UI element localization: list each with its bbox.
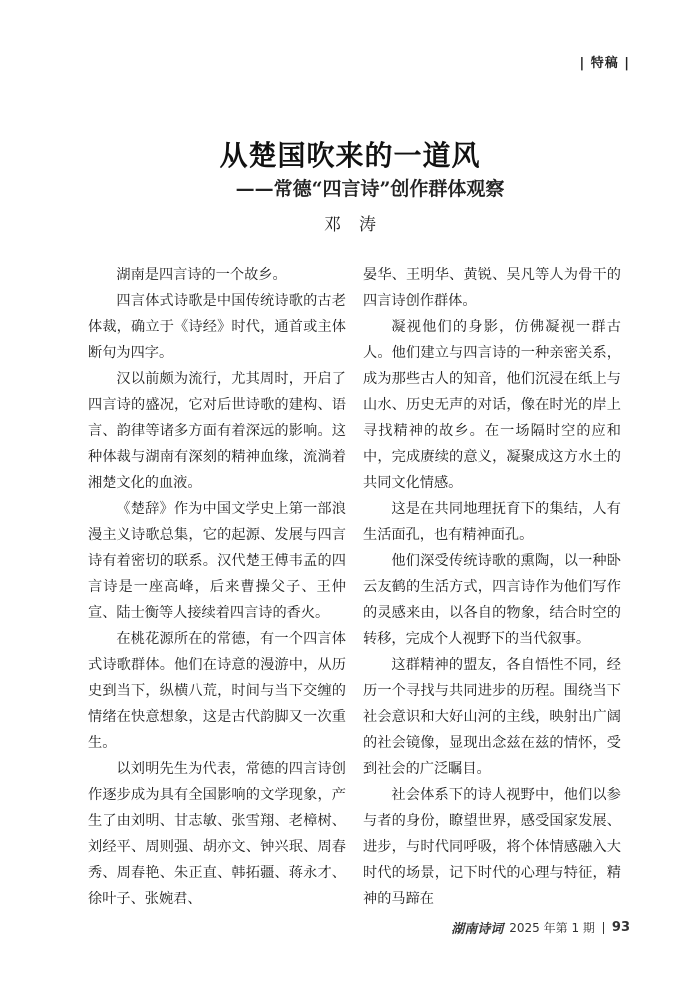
page-footer <box>451 918 630 937</box>
issue-label: 2025 年第 1 期 <box>509 921 595 935</box>
paragraph: 这是在共同地理抚育下的集结，人有生活面孔，也有精神面孔。 <box>363 501 621 543</box>
footer-divider <box>603 922 604 934</box>
paragraph: 社会体系下的诗人视野中，他们以参与者的身份，瞭望世界，感受国家发展、进步，与时代同呼吸，将个体情感融入大时代的场景，记下时代的心理与特征，精神的马蹄在 <box>363 787 621 907</box>
paragraph: 他们深受传统诗歌的熏陶，以一种卧云友鹤的生活方式，四言诗作为他们写作的灵感来由，以各自的物象，结合时空的转移，完成个人视野下的当代叙事。 <box>363 553 621 647</box>
paragraph: 在桃花源所在的常德，有一个四言体式诗歌群体。他们在诗意的漫游中，从历史到当下，纵横八荒，时间与当下交缠的情绪在快意想象，这是古代韵脚又一次重生。 <box>88 631 346 751</box>
right-column <box>363 262 621 912</box>
article-author: 邓涛 <box>324 215 394 235</box>
paragraph: 凝视他们的身影，仿佛凝视一群古人。他们建立与四言诗的一种亲密关系，成为那些古人的知音，他们沉浸在纸上与山水、历史无声的对话，像在时光的岸上寻找精神的故乡。在一场隔时空的应和中，完成赓续的意义，凝聚成这方水土的共同文化情感。 <box>363 319 621 491</box>
paragraph: 《楚辞》作为中国文学史上第一部浪漫主义诗歌总集，它的起源、发展与四言诗有着密切的联系。汉代楚王傅韦孟的四言诗是一座高峰，后来曹操父子、王仲宣、陆士衡等人接续着四言诗的香火。 <box>88 501 346 621</box>
paragraph: 四言体式诗歌是中国传统诗歌的古老体裁，确立于《诗经》时代，通首或主体断句为四字。 <box>88 293 346 361</box>
paragraph: 以刘明先生为代表，常德的四言诗创作逐步成为具有全国影响的文学现象，产生了由刘明、甘志敏、张雪翔、老樟树、刘经平、周则强、胡亦文、钟兴珉、周春秀、周春艳、朱正直、韩拓疆、蒋永才、徐叶子、张婉君、 <box>88 761 346 907</box>
page-number: 93 <box>611 920 630 935</box>
paragraph-continuation: 晏华、王明华、黄锐、吴凡等人为骨干的四言诗创作群体。 <box>363 267 621 309</box>
left-column <box>88 262 346 912</box>
article-title: 从楚国吹来的一道风 <box>219 139 481 172</box>
paragraph: 汉以前颇为流行，尤其周时，开启了四言诗的盛况，它对后世诗歌的建构、语言、韵律等诸多方面有着深远的影响。这种体裁与湖南有深刻的精神血缘，流淌着湘楚文化的血液。 <box>88 371 346 491</box>
section-tag: | 特稿 | <box>579 56 630 71</box>
article-subtitle: ——常德“四言诗”创作群体观察 <box>235 178 505 200</box>
paragraph: 湖南是四言诗的一个故乡。 <box>116 267 287 283</box>
paragraph: 这群精神的盟友，各自悟性不同，经历一个寻找与共同进步的历程。围绕当下社会意识和大好山河的主线，映射出广阔的社会镜像，显现出念兹在兹的情怀，受到社会的广泛瞩目。 <box>363 657 621 777</box>
magazine-name: 湖南诗词 <box>451 922 504 937</box>
